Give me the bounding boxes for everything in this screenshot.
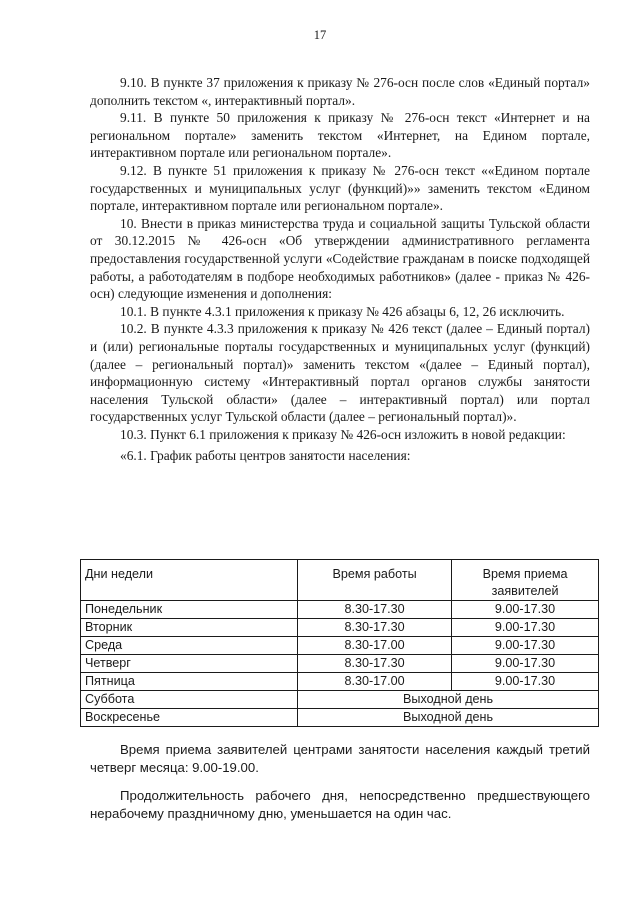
day-cell: Понедельник [81, 601, 298, 619]
header-work-hours: Время работы [298, 560, 452, 601]
table-row-weekend [81, 691, 599, 709]
day-off-cell: Выходной день [298, 691, 599, 709]
reception-hours-cell: 9.00-17.30 [452, 637, 599, 655]
work-hours-cell: 8.30-17.00 [298, 637, 452, 655]
table-row [81, 655, 599, 673]
table-title: «6.1. График работы центров занятости населения: [120, 448, 411, 464]
table-row [81, 673, 599, 691]
schedule-table [80, 559, 599, 727]
table-row [81, 637, 599, 655]
paragraph-10-3: 10.3. Пункт 6.1 приложения к приказу № 426-осн изложить в новой редакции: [120, 426, 566, 442]
header-days: Дни недели [81, 560, 298, 601]
reception-note: Время приема заявителей центрами занятости населения каждый третий четверг месяца: 9.00-19.00. [90, 742, 590, 776]
day-cell: Среда [81, 637, 298, 655]
table-row-weekend [81, 709, 599, 727]
table-row [81, 619, 599, 637]
paragraph-10: 10. Внести в приказ министерства труда и социальной защиты Тульской области от 30.12.2015 № 426-осн «Об утверждении административного регламента предоставления государственной услуги «Содействие гражданам в поиске подходящей работы, а работодателям в подборе необходимых работников» (далее - приказ № 426-осн) следующие изменения и дополнения: [90, 215, 590, 302]
day-cell: Вторник [81, 619, 298, 637]
page-number: 17 [313, 28, 327, 42]
day-cell: Четверг [81, 655, 298, 673]
work-hours-cell: 8.30-17.30 [298, 655, 452, 673]
work-hours-cell: 8.30-17.00 [298, 673, 452, 691]
paragraph-9-10: 9.10. В пункте 37 приложения к приказу № 276-осн после слов «Единый портал» дополнить текстом «, интерактивный портал». [90, 75, 590, 108]
day-off-cell: Выходной день [298, 709, 599, 727]
working-day-note: Продолжительность рабочего дня, непосредственно предшествующего нерабочему праздничному дню, уменьшается на один час. [90, 787, 590, 822]
table-row [81, 601, 599, 619]
reception-hours-cell: 9.00-17.30 [452, 673, 599, 691]
reception-hours-cell: 9.00-17.30 [452, 601, 599, 619]
header-reception-hours: Время приема заявителей [452, 560, 599, 601]
work-hours-cell: 8.30-17.30 [298, 601, 452, 619]
table-header-row [81, 560, 599, 601]
closing-text [90, 741, 590, 824]
document-body [90, 74, 590, 465]
reception-hours-cell: 9.00-17.30 [452, 619, 599, 637]
day-cell: Суббота [81, 691, 298, 709]
paragraph-9-11: 9.11. В пункте 50 приложения к приказу № 276-осн текст «Интернет и на региональном портале» заменить текстом «Интернет, на Едином портале, интерактивном портале или региональном портале». [90, 110, 590, 161]
reception-hours-cell: 9.00-17.30 [452, 655, 599, 673]
day-cell: Воскресенье [81, 709, 298, 727]
paragraph-9-12: 9.12. В пункте 51 приложения к приказу № 276-осн текст ««Едином портале государственных и муниципальных услуг (функций)»» заменить текстом «Едином портале, интерактивном портале или региональном портале». [90, 162, 590, 214]
paragraph-10-2: 10.2. В пункте 4.3.3 приложения к приказу № 426 текст (далее – Единый портал) и (или) региональные порталы государственных и муниципальных услуг (функций) (далее – региональный портал)» заменить текстом «(далее – Единый портал), информационную систему «Интерактивный портал органов службы занятости населения Тульской области» (далее – интерактивный портал) или портал государственных услуг Тульской области (далее – региональный портал)». [90, 321, 590, 425]
paragraph-10-1: 10.1. В пункте 4.3.1 приложения к приказу № 426 абзацы 6, 12, 26 исключить. [120, 303, 565, 319]
day-cell: Пятница [81, 673, 298, 691]
work-hours-cell: 8.30-17.30 [298, 619, 452, 637]
